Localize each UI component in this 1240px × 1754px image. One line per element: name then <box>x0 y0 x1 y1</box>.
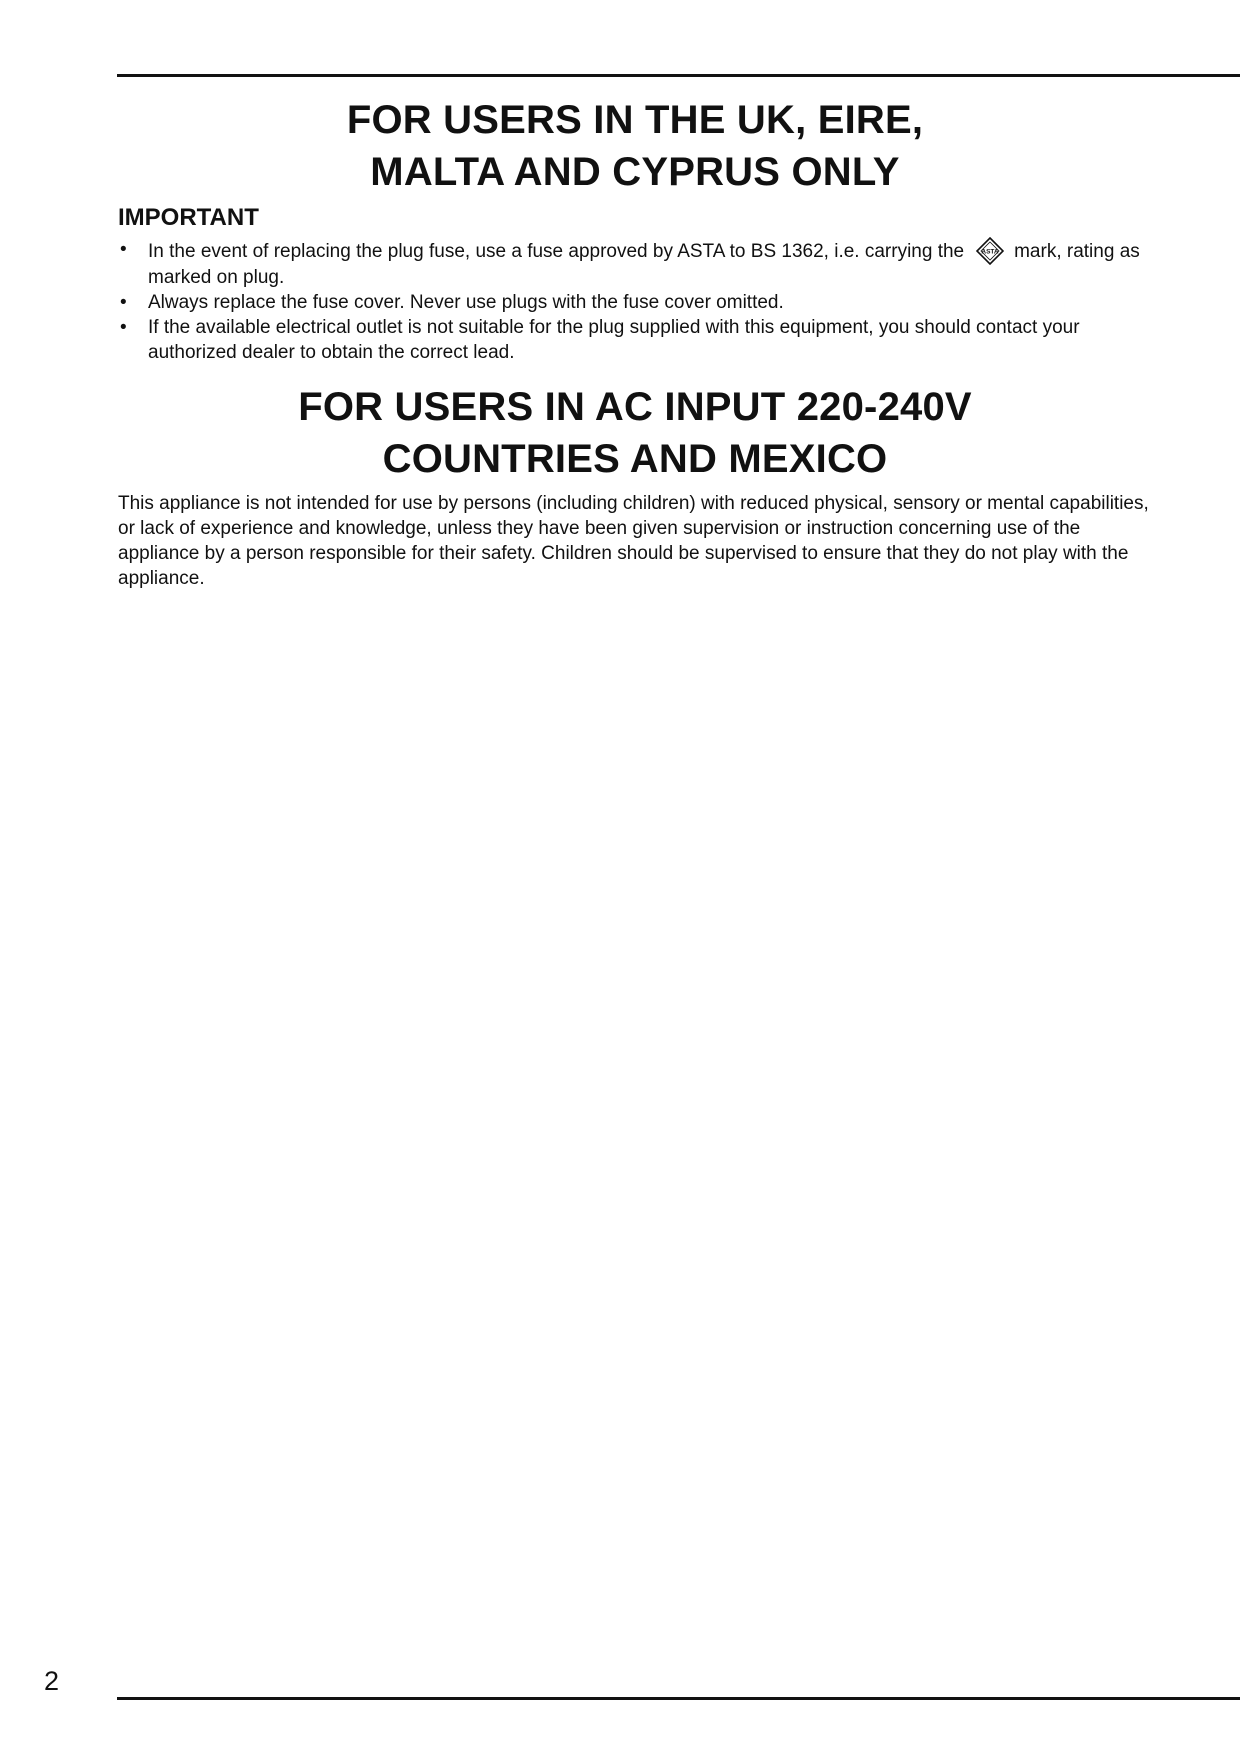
list-item <box>118 315 1158 365</box>
bottom-rule <box>117 1697 1240 1700</box>
important-list <box>118 237 1158 365</box>
bullet-icon: • <box>120 239 127 260</box>
top-rule <box>117 74 1240 77</box>
section-uk-title <box>117 94 1153 198</box>
fuse-text-before-mark: In the event of replacing the plug fuse, use a fuse approved by ASTA to BS 1362, i.e. carrying the <box>148 241 965 262</box>
list-item <box>118 290 1158 315</box>
section-uk-title-line1: FOR USERS IN THE UK, EIRE, <box>346 98 924 142</box>
fuse-text-after-mark: mark, rating as marked on plug. <box>148 241 1140 288</box>
bullet-icon: • <box>120 317 127 338</box>
fuse-cover-text: Always replace the fuse cover. Never use plugs with the fuse cover omitted. <box>148 292 784 313</box>
section-uk-title-line2: MALTA AND CYPRUS ONLY <box>370 150 900 194</box>
section-ac-title-line1: FOR USERS IN AC INPUT 220-240V <box>298 385 972 429</box>
asta-mark-icon <box>976 237 1004 265</box>
asta-mark-label: ASTA <box>981 248 999 256</box>
important-heading: IMPORTANT <box>118 204 259 231</box>
bullet-icon: • <box>120 292 127 313</box>
page-number: 2 <box>44 1666 60 1696</box>
appliance-warning-paragraph: This appliance is not intended for use by persons (including children) with reduced physical, sensory or mental capabilities, or lack of experience and knowledge, unless they have been given supervision or instruction concerning use of the appliance by a person responsible for their safety. Children should be supervised to ensure that they do not play with the appliance. <box>118 493 1149 589</box>
section-ac-title <box>117 381 1153 485</box>
section-ac-title-line2: COUNTRIES AND MEXICO <box>382 437 888 481</box>
outlet-text: If the available electrical outlet is not suitable for the plug supplied with this equipment, you should contact your authorized dealer to obtain the correct lead. <box>148 317 1080 363</box>
list-item <box>118 237 1158 290</box>
